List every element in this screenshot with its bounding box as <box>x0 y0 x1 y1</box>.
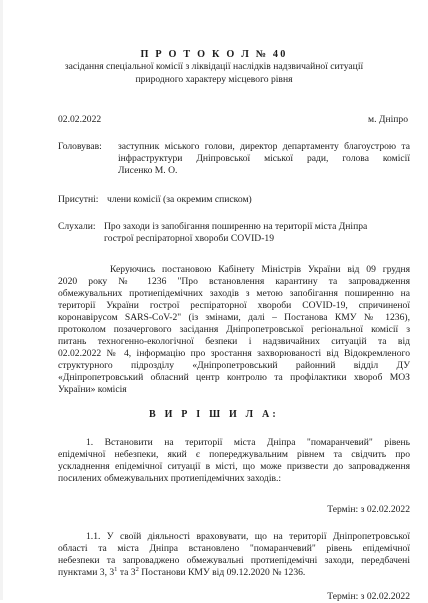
item11-mid: та 3 <box>117 567 136 578</box>
guided-line-9: структурного підрозділу «Дніпропетровський районний відділ ДУ <box>58 360 410 371</box>
item11-line-4 <box>58 567 305 579</box>
protocol-title: П Р О Т О К О Л № 40 <box>140 49 288 60</box>
guided-line-3: обмежувальних протиепідемічних заходів з метою запобігання поширенню на <box>58 288 410 299</box>
guided-line-11: України» комісія <box>58 384 127 395</box>
item1-line-4: посилених обмежувальних протиепідемічних заходів.: <box>58 473 282 484</box>
meeting-city: м. Дніпро <box>368 114 408 125</box>
chair-line-2: інфраструктури Дніпровської міської ради, голова комісії <box>118 153 410 164</box>
item11-term: Термін: з 02.02.2022 <box>327 591 410 602</box>
chair-line-3: Лисенко М. О. <box>118 165 178 176</box>
chair-line-1: заступник міського голови, директор департаменту благоустрою та <box>118 141 410 152</box>
item11-last-prefix: пунктами 3, 3 <box>58 567 115 578</box>
protocol-subtitle-line-2: природного характеру місцевого рівня <box>135 74 293 85</box>
item11-line-2: області та міста Дніпра встановлено "помаранчевий" рівень епідемічної <box>58 543 410 554</box>
guided-line-5: коронавірусом SARS-CoV-2" (із змінами, далі – Постанова КМУ № 1236), <box>58 312 410 323</box>
item11-line-3: небезпеки та запроваджено обмежувальні протиепідемічні заходи, передбачені <box>58 555 410 566</box>
guided-line-1: Керуючись постановою Кабінету Міністрів України від 09 грудня <box>110 264 410 275</box>
item1-term <box>248 504 410 516</box>
present-text: члени комісії (за окремим списком) <box>107 194 252 205</box>
item1-line-3: ускладнення епідемічної ситуації в місті, що може призвести до запровадження <box>58 461 410 472</box>
scan-edge <box>0 0 3 600</box>
guided-line-4: території України гострої респіраторної хвороби COVID-19, спричиненої <box>58 300 410 311</box>
meeting-date: 02.02.2022 <box>58 114 102 125</box>
guided-line-10: «Дніпропетровський обласний центр контролю та профілактики хвороб МОЗ <box>58 372 410 383</box>
item11-sup-2: 2 <box>135 566 139 573</box>
guided-line-8: 02.02.2022 № 4, інформацію про зростання захворюваності від Відокремленого <box>58 348 410 359</box>
item11-last-suffix: Постанови КМУ від 09.12.2020 № 1236. <box>138 567 306 578</box>
item11-sup-1: 1 <box>114 566 118 573</box>
protocol-subtitle-line-1: засідання спеціальної комісії з ліквідації наслідків надзвичайної ситуації <box>64 61 364 72</box>
item1-term-date: 02.02.2022 <box>366 504 410 515</box>
chair-label: Головував: <box>58 141 102 152</box>
item11-line-1: 1.1. У своїй діяльності враховувати, що на території Дніпропетровської <box>86 531 410 542</box>
guided-line-6: протоколом позачергового засідання Дніпропетровської регіональної комісії з <box>58 324 410 335</box>
heard-label: Слухали: <box>58 221 96 232</box>
present-label: Присутні: <box>58 194 99 205</box>
guided-line-7: питань техногенно-екологічної безпеки і надзвичайних ситуацій та від <box>58 336 410 347</box>
decided-heading: В И Р І Ш И Л А: <box>149 409 279 420</box>
item1-line-1: 1. Встановити на території міста Дніпра "помаранчевий" рівень <box>86 437 410 448</box>
heard-line-2: гострої респіраторної хвороби COVID-19 <box>104 233 275 244</box>
item1-line-2: епідемічної небезпеки, який є попереджувальним рівнем та свідчить про <box>58 449 410 460</box>
guided-line-2: 2020 року № 1236 "Про встановлення карантину та запровадження <box>58 276 410 287</box>
item1-term-label: Термін: з <box>327 504 365 515</box>
heard-line-1: Про заходи із запобігання поширенню на території міста Дніпра <box>104 221 368 232</box>
